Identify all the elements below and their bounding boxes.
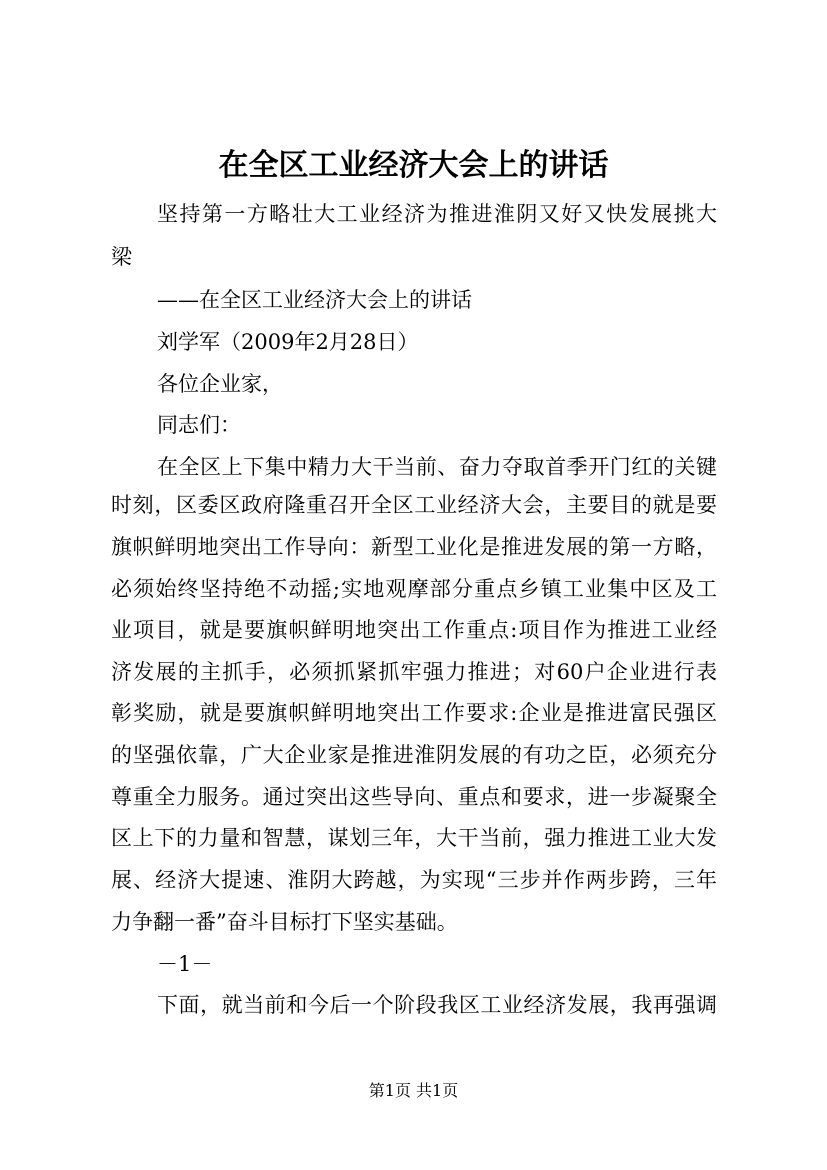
page-footer: 第1页 共1页 <box>368 1081 459 1100</box>
subtitle-line: 梁 <box>111 245 132 269</box>
author-date-line: 刘学军（2009年2月28日） <box>157 330 419 354</box>
paragraph-line: 力争翻一番”奋斗目标打下坚实基础。 <box>111 910 458 934</box>
paragraph-line: 时刻，区委区政府隆重召开全区工业经济大会，主要目的就是要 <box>111 493 717 517</box>
paragraph-line: 业项目，就是要旗帜鲜明地突出工作重点:项目作为推进工业经 <box>111 618 717 642</box>
paragraph-line: 旗帜鲜明地突出工作导向：新型工业化是推进发展的第一方略， <box>111 535 717 559</box>
paragraph-line: 彰奖励，就是要旗帜鲜明地突出工作要求:企业是推进富民强区 <box>111 701 717 725</box>
paragraph-line: 展、经济大提速、淮阴大跨越，为实现“三步并作两步跨，三年 <box>111 868 717 892</box>
paragraph-line: 必须始终坚持绝不动摇;实地观摩部分重点乡镇工业集中区及工 <box>111 577 717 601</box>
salutation-line: 各位企业家， <box>157 372 283 396</box>
paragraph-line: 的坚强依靠，广大企业家是推进淮阴发展的有功之臣，必须充分 <box>111 743 717 767</box>
paragraph-line: 在全区上下集中精力大干当前、奋力夺取首季开门红的关键 <box>157 455 717 479</box>
page-marker: －1－ <box>157 952 213 976</box>
subheading: ——在全区工业经济大会上的讲话 <box>157 288 472 312</box>
document-title: 在全区工业经济大会上的讲话 <box>218 148 609 183</box>
paragraph-line: 区上下的力量和智慧，谋划三年，大干当前，强力推进工业大发 <box>111 826 717 850</box>
paragraph-line: 下面，就当前和今后一个阶段我区工业经济发展，我再强调 <box>157 993 717 1017</box>
paragraph-line: 尊重全力服务。通过突出这些导向、重点和要求，进一步凝聚全 <box>111 785 717 809</box>
subtitle-line: 坚持第一方略壮大工业经济为推进淮阴又好又快发展挑大 <box>157 202 717 226</box>
paragraph-line: 济发展的主抓手，必须抓紧抓牢强力推进；对60户企业进行表 <box>111 660 717 684</box>
salutation-line: 同志们： <box>157 413 241 437</box>
